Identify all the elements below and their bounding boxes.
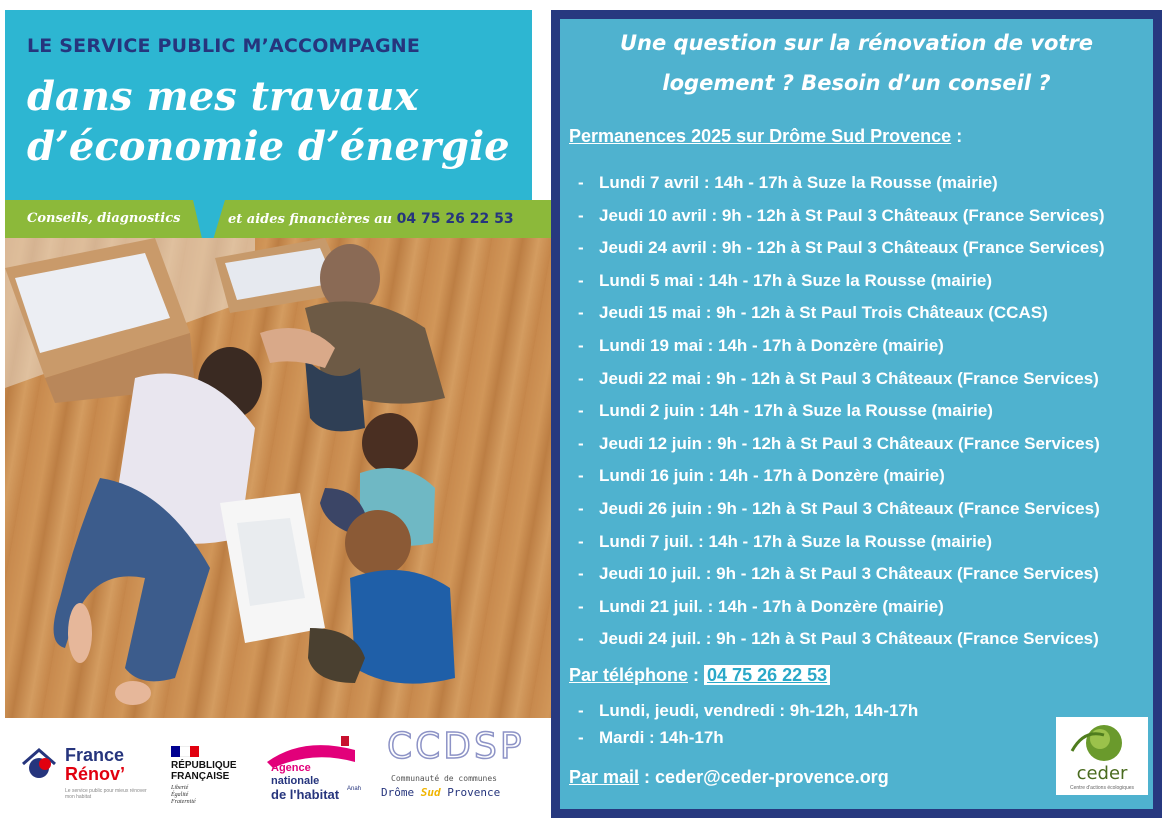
ccdsp-subtitle1: Communauté de communes: [391, 774, 497, 783]
phone-label: Par téléphone: [569, 665, 689, 685]
phone-number-link[interactable]: 04 75 26 22 53: [704, 665, 830, 685]
bullet-dash: -: [578, 499, 584, 518]
hours-item: - Mardi : 14h-17h: [578, 728, 724, 747]
france-renov-word2: Rénov’: [65, 764, 126, 784]
motto-fraternite: Fraternité: [171, 799, 196, 805]
ccdsp-drome: Drôme: [381, 786, 421, 799]
permanence-item: [578, 401, 993, 421]
permanence-text: Lundi 2 juin : 14h - 17h à Suze la Rousse (mairie): [599, 401, 993, 421]
bullet-dash: -: [578, 270, 584, 290]
bullet-dash: -: [578, 303, 584, 323]
permanence-text: Jeudi 15 mai : 9h - 12h à St Paul Trois Châteaux (CCAS): [599, 303, 1048, 323]
bullet-dash: -: [578, 173, 584, 192]
house-icon: [19, 744, 59, 784]
ccdsp-provence: Provence: [440, 786, 501, 799]
bullet-dash: -: [578, 336, 584, 355]
permanence-item: [578, 336, 944, 356]
permanence-item: [578, 564, 1099, 584]
permanence-item: [578, 629, 1099, 649]
flyer-right-panel: [551, 10, 1162, 818]
ccdsp-title: CCDSP: [387, 726, 525, 767]
ccdsp-subtitle2: [381, 786, 500, 799]
hours-text: Lundi, jeudi, vendredi : 9h-12h, 14h-17h: [599, 701, 919, 720]
bullet-dash: -: [578, 629, 584, 649]
permanence-item: [578, 206, 1105, 226]
anah-line1: Agence: [271, 762, 311, 774]
permanence-item: [578, 434, 1100, 454]
phone-separator: :: [688, 665, 705, 685]
permanence-item: [578, 466, 945, 486]
mail-address-link[interactable]: ceder@ceder-provence.org: [655, 767, 889, 787]
anah-logo: [263, 732, 363, 816]
anah-line2: nationale: [271, 775, 320, 787]
bullet-dash: -: [578, 531, 584, 551]
permanences-title-text: Permanences 2025 sur Drôme Sud Provence: [569, 126, 952, 146]
anah-small: Anah: [347, 786, 362, 792]
france-renov-word1: France: [65, 745, 125, 765]
ceder-tagline: Centre d'actions écologiques: [1069, 785, 1135, 791]
anah-line3: de l'habitat: [271, 787, 340, 802]
bullet-dash: -: [578, 466, 584, 486]
hours-item: - Lundi, jeudi, vendredi : 9h-12h, 14h-17h: [578, 701, 919, 720]
france-renov-logo: [19, 740, 159, 812]
permanence-text: Lundi 5 mai : 14h - 17h à Suze la Rousse (mairie): [599, 270, 993, 290]
permanence-text: Jeudi 22 mai : 9h - 12h à St Paul 3 Châteaux (France Services): [599, 368, 1099, 388]
family-photo: [5, 238, 552, 718]
hours-text: Mardi : 14h-17h: [599, 728, 724, 747]
ccdsp-sud: Sud: [420, 786, 441, 799]
french-flag-icon: [171, 746, 199, 757]
bullet-dash: -: [578, 205, 584, 225]
france-renov-tagline: Le service public pour mieux rénover mon habitat: [65, 788, 147, 800]
bullet-dash: -: [578, 401, 584, 421]
permanence-text: Lundi 19 mai : 14h - 17h à Donzère (mairie): [599, 336, 944, 355]
mail-section: [569, 767, 889, 788]
family-photo-illustration: [5, 238, 552, 718]
headline-line-2: d’économie d’énergie: [27, 123, 510, 170]
bullet-dash: -: [578, 433, 584, 453]
phone-section: [569, 665, 830, 686]
permanence-item: [578, 173, 998, 193]
band-left-text: Conseils, diagnostics: [27, 211, 181, 226]
permanence-item: [578, 303, 1048, 323]
mail-label: Par mail: [569, 767, 640, 787]
permanence-text: Lundi 16 juin : 14h - 17h à Donzère (mairie): [599, 466, 945, 486]
republique-francaise-logo: [171, 746, 251, 816]
band-phone: 04 75 26 22 53: [396, 211, 514, 227]
bullet-dash: -: [578, 596, 584, 616]
permanences-title: [569, 126, 962, 147]
band-right-label: et aides financières au: [228, 212, 393, 227]
permanence-text: Jeudi 12 juin : 9h - 12h à St Paul 3 Châteaux (France Services): [599, 433, 1100, 453]
permanence-text: Lundi 7 juil. : 14h - 17h à Suze la Rousse (mairie): [599, 531, 992, 551]
permanence-item: [578, 271, 992, 291]
info-panel: [560, 19, 1153, 809]
permanence-item: [578, 238, 1105, 258]
ceder-leaf-icon: [1070, 721, 1130, 765]
motto-liberte: Liberté: [171, 785, 189, 791]
bullet-dash: -: [578, 238, 584, 258]
permanence-item: [578, 369, 1099, 389]
permanence-item: [578, 532, 992, 552]
flyer-left-panel: [5, 10, 552, 818]
headline-line-1: dans mes travaux: [27, 73, 419, 120]
permanence-item: [578, 499, 1100, 519]
permanences-colon: :: [951, 126, 963, 146]
permanence-text: Jeudi 10 avril : 9h - 12h à St Paul 3 Châteaux (France Services): [599, 205, 1105, 225]
mail-separator: :: [639, 767, 656, 787]
bullet-dash: -: [578, 368, 584, 388]
motto-egalite: Égalité: [171, 792, 189, 798]
band-right-text: [228, 211, 514, 227]
permanence-text: Jeudi 24 avril : 9h - 12h à St Paul 3 Châteaux (France Services): [599, 238, 1105, 258]
question-line-1: Une question sur la rénovation de votre: [619, 31, 1094, 55]
permanence-item: [578, 597, 944, 617]
question-line-2: logement ? Besoin d’un conseil ?: [662, 71, 1051, 95]
republique-line1: RÉPUBLIQUE: [171, 760, 237, 771]
ceder-logo-text: ceder: [1076, 763, 1128, 784]
ccdsp-logo: [377, 726, 545, 814]
republique-line2: FRANÇAISE: [171, 771, 230, 782]
ceder-logo: [1056, 717, 1148, 795]
headline-small: LE SERVICE PUBLIC M’ACCOMPAGNE: [27, 35, 421, 57]
headline-big: [27, 72, 510, 172]
bullet-dash: -: [578, 564, 584, 584]
partner-logos: [5, 718, 552, 828]
permanence-text: Jeudi 10 juil. : 9h - 12h à St Paul 3 Châteaux (France Services): [599, 564, 1099, 584]
permanence-text: Jeudi 24 juil. : 9h - 12h à St Paul 3 Châteaux (France Services): [599, 629, 1099, 649]
permanence-text: Lundi 7 avril : 14h - 17h à Suze la Rousse (mairie): [599, 173, 998, 192]
permanence-text: Lundi 21 juil. : 14h - 17h à Donzère (mairie): [599, 596, 944, 616]
permanence-text: Jeudi 26 juin : 9h - 12h à St Paul 3 Châteaux (France Services): [599, 499, 1100, 518]
